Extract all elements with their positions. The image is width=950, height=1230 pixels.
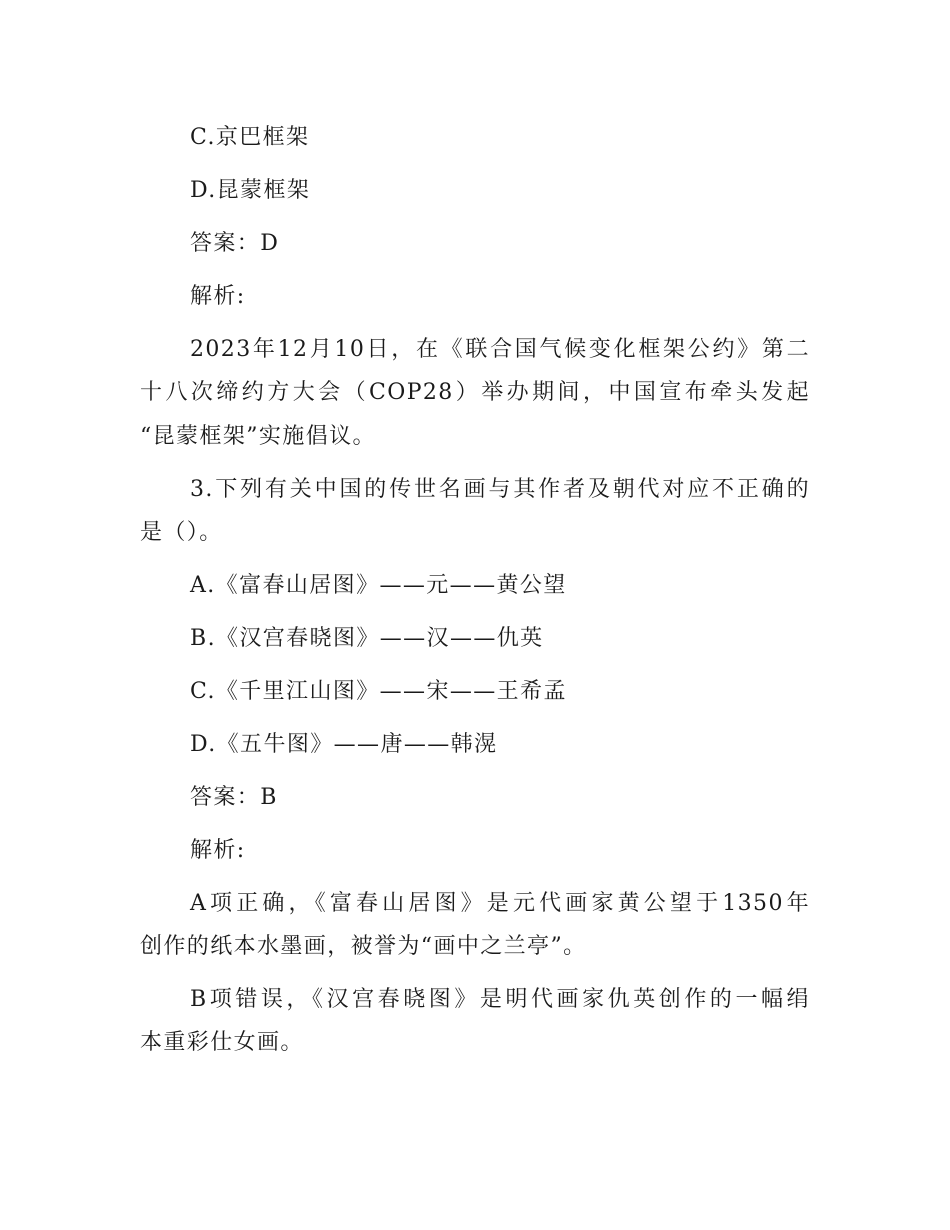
analysis-label-question-3: 解析: [190, 838, 246, 863]
analysis-a-line-1: A项正确，《富春山居图》是元代画家黄公望于1350年 [190, 891, 810, 916]
analysis-label-question-2: 解析: [190, 284, 246, 309]
option-d-question-2: D.昆蒙框架 [190, 178, 311, 203]
analysis-b-line-2: 本重彩仕女画。 [140, 1030, 304, 1055]
analysis-paragraph-line-1: 2023年12月10日，在《联合国气候变化框架公约》第二 [190, 337, 810, 362]
option-c-question-3: C.《千里江山图》——宋——王希孟 [190, 679, 567, 704]
question-3-line-2: 是（）。 [140, 520, 223, 545]
option-b-question-3: B.《汉宫春晓图》——汉——仇英 [190, 626, 544, 651]
analysis-a-line-2: 创作的纸本水墨画，被誉为“画中之兰亭”。 [140, 934, 587, 959]
analysis-b-line-1: B项错误，《汉宫春晓图》是明代画家仇英创作的一幅绢 [190, 987, 810, 1012]
question-3-line-1: 3.下列有关中国的传世名画与其作者及朝代对应不正确的 [190, 477, 810, 502]
analysis-paragraph-line-3: “昆蒙框架”实施倡议。 [140, 424, 376, 449]
option-a-question-3: A.《富春山居图》——元——黄公望 [190, 573, 567, 598]
analysis-paragraph-line-2: 十八次缔约方大会（COP28）举办期间，中国宣布牵头发起 [140, 380, 810, 405]
answer-question-2: 答案：D [190, 231, 280, 256]
option-c-question-2: C.京巴框架 [190, 125, 310, 150]
option-d-question-3: D.《五牛图》——唐——韩滉 [190, 732, 498, 757]
answer-question-3: 答案：B [190, 785, 278, 810]
